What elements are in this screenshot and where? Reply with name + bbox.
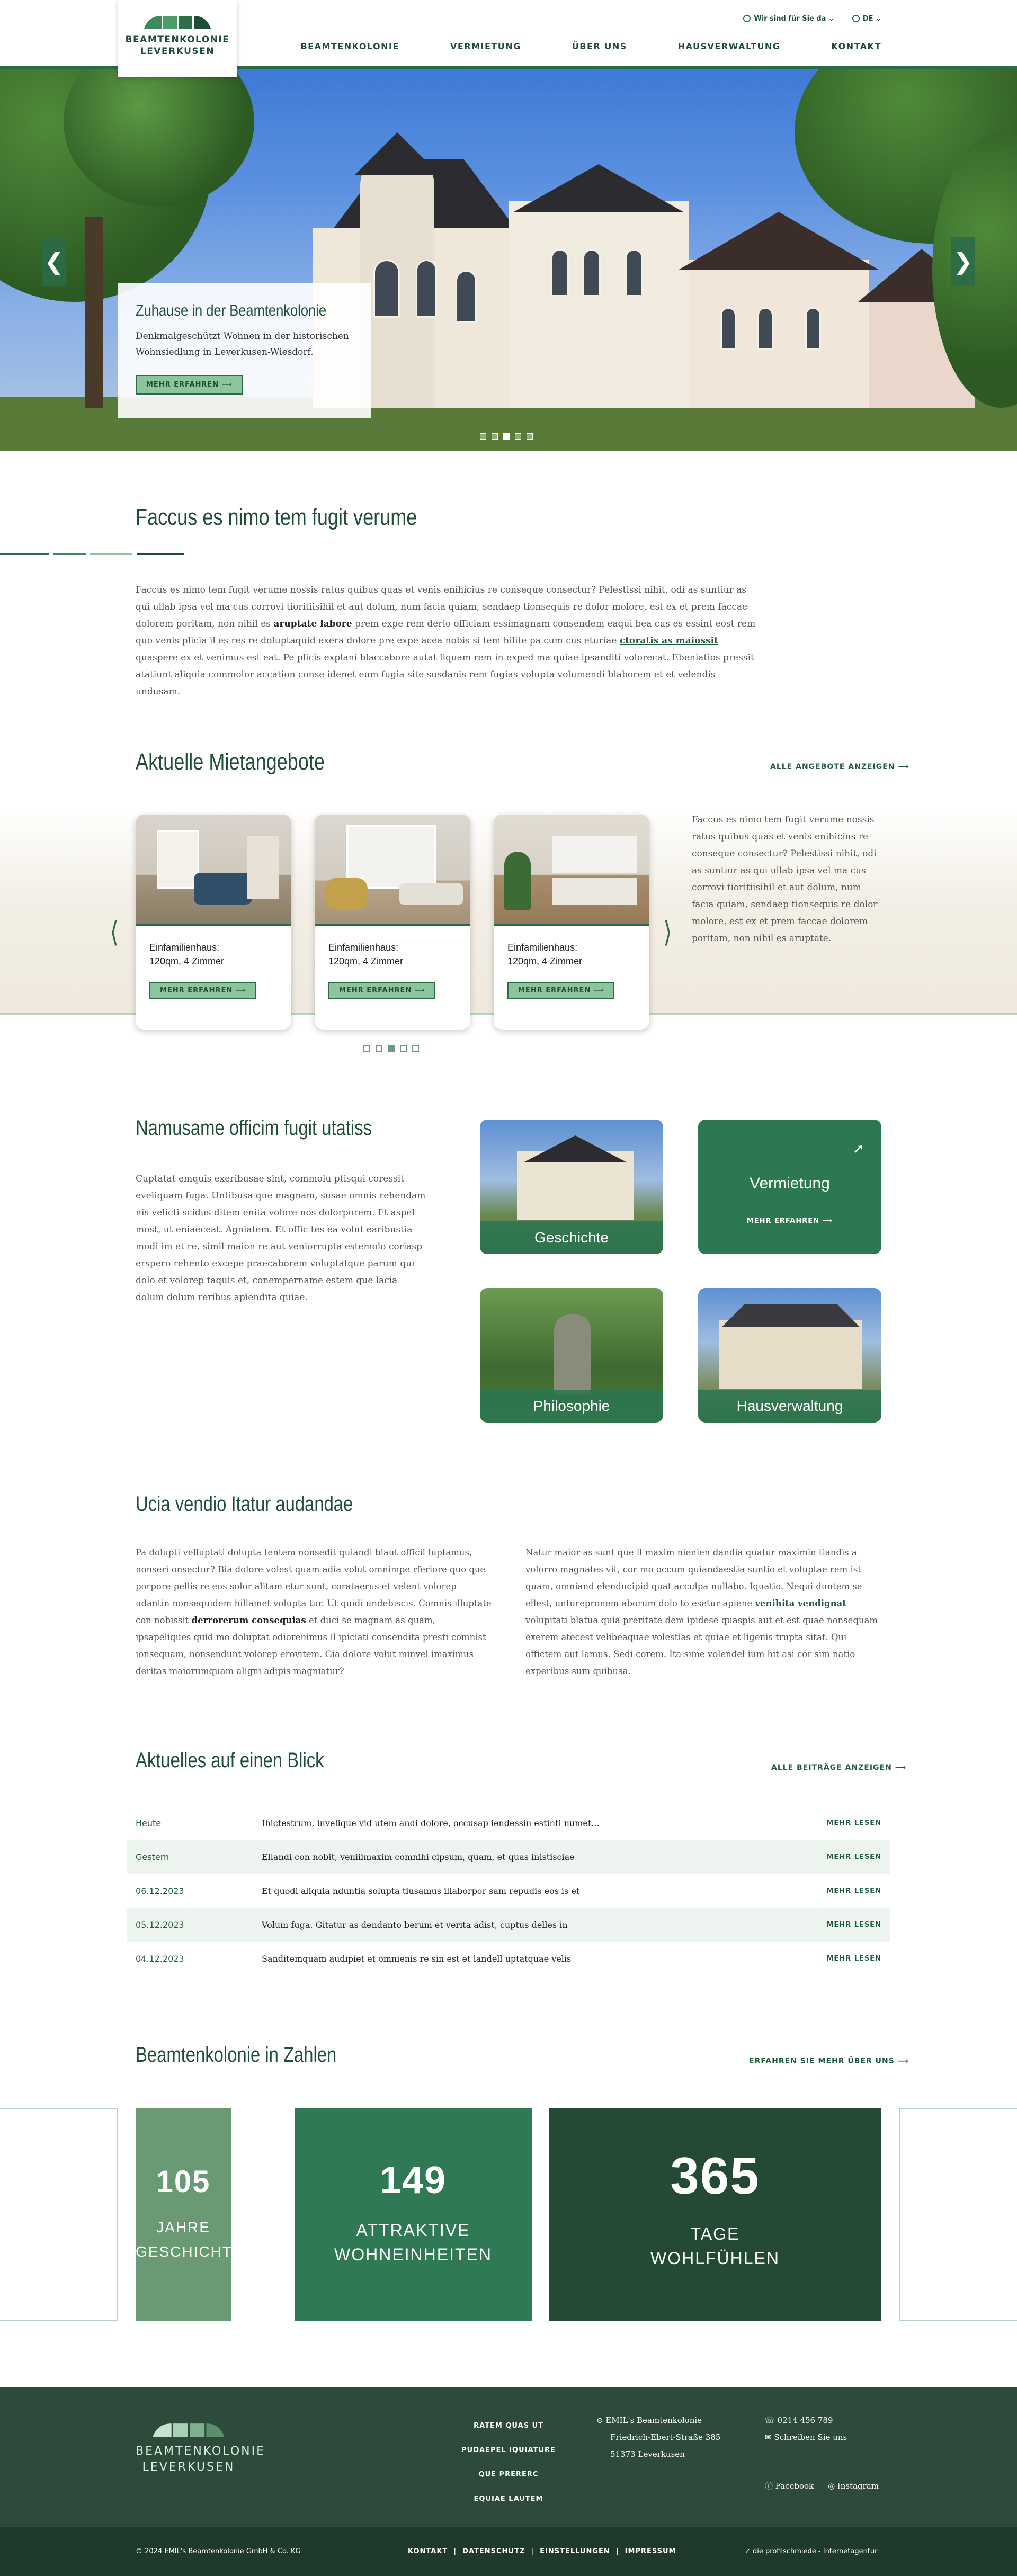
footer-nav-item[interactable]: EQUIAE LAUTEM bbox=[474, 2495, 543, 2503]
tile-more-button[interactable]: MEHR ERFAHREN ⟶ bbox=[746, 1217, 833, 1225]
all-offers-link[interactable]: ALLE ANGEBOTE ANZEIGEN ⟶ bbox=[770, 763, 909, 771]
deco-line bbox=[137, 553, 184, 555]
ucia-title: Ucia vendio Itatur audandae bbox=[136, 1492, 353, 1516]
offers-dot[interactable] bbox=[400, 1045, 407, 1052]
offer-more-button[interactable]: MEHR ERFAHREN ⟶ bbox=[507, 982, 614, 999]
nav-kontakt[interactable]: KONTAKT bbox=[831, 41, 881, 51]
footer-phone[interactable]: ☏ 0214 456 789 bbox=[765, 2416, 833, 2425]
hero-dot[interactable] bbox=[515, 433, 521, 440]
stat-days: 365 TAGE WOHLFÜHLEN bbox=[549, 2108, 881, 2321]
about-text: Cuptatat emquis exeribusae sint, commolu ptisqui coressit eveliquam fuga. Untibusa que magnam, susae omnis rehendam nis velicti scidus ditem enita volore nos dolorporem. Et aspel most, ut eniaeceat. Agniatem. Et offic tes ea volut earibustia modi im et re, simil maion re aut veniorrupta estemolo coriasp erspero rehento excepe praecaborem voluptatque parum qui dolo et volorep taquis et, conempername estem que lacia dolum dolum reribus apiendita quiae. bbox=[136, 1174, 426, 1303]
hero-title: Zuhause in der Beamtenkolonie bbox=[136, 302, 327, 319]
nav-hausverwaltung[interactable]: HAUSVERWALTUNG bbox=[677, 41, 781, 51]
footer-bottom-bar bbox=[0, 2527, 1017, 2576]
legal-link[interactable]: EINSTELLUNGEN bbox=[540, 2547, 610, 2555]
ucia-link[interactable]: venihita vendignat bbox=[755, 1598, 846, 1608]
read-more-link[interactable]: MEHR LESEN bbox=[826, 1920, 881, 1929]
read-more-link[interactable]: MEHR LESEN bbox=[826, 1886, 881, 1895]
read-more-link[interactable]: MEHR LESEN bbox=[826, 1954, 881, 1963]
news-row[interactable]: 06.12.2023 Et quodi aliquia nduntia solupta tiusamus illaborpor sam repudis eos is et MEHR LESEN bbox=[136, 1885, 881, 1896]
news-list bbox=[127, 1806, 890, 1975]
deco-line bbox=[0, 553, 49, 555]
deco-line bbox=[53, 553, 86, 555]
offers-next-arrow[interactable]: ❭ bbox=[662, 916, 673, 946]
tile-philosophie[interactable] bbox=[480, 1288, 663, 1423]
tile-geschichte[interactable] bbox=[480, 1120, 663, 1254]
hero-pagination bbox=[480, 433, 533, 440]
tile-label: Philosophie bbox=[480, 1390, 663, 1423]
stats-title: Beamtenkolonie in Zahlen bbox=[136, 2043, 337, 2067]
footer-contact bbox=[765, 2412, 847, 2446]
footer-nav-item[interactable]: QUE PRERERC bbox=[478, 2471, 539, 2479]
tile-label: Hausverwaltung bbox=[698, 1390, 881, 1423]
hero-more-button[interactable]: MEHR ERFAHREN ⟶ bbox=[136, 375, 243, 395]
facebook-link[interactable]: ⓕ Facebook bbox=[765, 2481, 814, 2491]
ucia-right-text: Natur maior as sunt que il maxim nienien dandia quatur maximin tiandis a volorro magnates vit, cor mo occum quiandaestia suntio et voluptae rem ist quam, omniand elenducipid quat acculpa nullabo. Iquatio. Nequi duntem se ellest, unturepronem aborum dolo to esetur apiene venihita vendignat volupitati blatua quia preritate dem ipidese quaspis aut et est quae nonsequam exerem atecest velibeaquae volestias et quiae et ligenis trupta sitat. Qui offictem aut lamus. Sedi corem. Ita sime volendel ium hit asi cor sim natio experibus sum quibusa. bbox=[525, 1548, 878, 1676]
main-nav bbox=[300, 41, 881, 51]
site-footer bbox=[0, 2387, 1017, 2527]
offers-title: Aktuelle Mietangebote bbox=[136, 749, 325, 775]
hero-dot[interactable] bbox=[492, 433, 498, 440]
nav-ueber-uns[interactable]: ÜBER UNS bbox=[572, 41, 627, 51]
offers-pagination bbox=[363, 1045, 419, 1052]
chevron-down-icon: ⌄ bbox=[828, 15, 834, 23]
offers-dot[interactable] bbox=[412, 1045, 419, 1052]
deco-line bbox=[90, 553, 132, 555]
agency-credit[interactable]: ✓ die profilschmiede - Internetagentur bbox=[745, 2547, 878, 2555]
stat-years: 105 JAHRE GESCHICHTE bbox=[136, 2108, 231, 2321]
offer-image bbox=[315, 815, 470, 926]
about-title: Namusame officim fugit utatiss bbox=[136, 1116, 372, 1140]
footer-nav bbox=[461, 2414, 556, 2511]
hero-next-arrow[interactable]: ❯ bbox=[951, 237, 975, 286]
copyright: © 2024 EMIL's Beamtenkolonie GmbH & Co. KG bbox=[136, 2547, 301, 2555]
hero-text: Denkmalgeschützt Wohnen in der historischen Wohnsiedlung in Leverkusen-Wiesdorf. bbox=[136, 331, 349, 357]
offer-size: 120qm, 4 Zimmer bbox=[507, 956, 583, 967]
all-news-link[interactable]: ALLE BEITRÄGE ANZEIGEN ⟶ bbox=[771, 1764, 906, 1772]
tile-label: Vermietung bbox=[750, 1175, 830, 1192]
globe-icon bbox=[852, 15, 860, 22]
instagram-link[interactable]: ◎ Instagram bbox=[827, 2481, 879, 2491]
location-icon: ⊙ bbox=[596, 2416, 606, 2425]
chevron-down-icon: ⌄ bbox=[876, 15, 881, 23]
news-row[interactable]: 05.12.2023 Volum fuga. Gitatur as dendanto berum et verita adist, cuptus delles in MEHR LESEN bbox=[127, 1908, 890, 1942]
site-header bbox=[0, 0, 1017, 69]
offer-more-button[interactable]: MEHR ERFAHREN ⟶ bbox=[328, 982, 435, 999]
intro-title: Faccus es nimo tem fugit verume bbox=[136, 504, 417, 530]
instagram-icon: ◎ bbox=[827, 2481, 837, 2491]
about-us-link[interactable]: ERFAHREN SIE MEHR ÜBER UNS ⟶ bbox=[749, 2057, 909, 2065]
stat-number: 365 bbox=[670, 2146, 760, 2205]
offers-dot[interactable] bbox=[363, 1045, 370, 1052]
stat-number: 149 bbox=[379, 2159, 447, 2202]
news-row[interactable]: Gestern Ellandi con nobit, veniiimaxim comnihi cipsum, quam, et quas inistisciae MEHR LESEN bbox=[127, 1840, 890, 1874]
logo-mark-icon bbox=[144, 2422, 234, 2437]
facebook-icon: ⓕ bbox=[765, 2481, 775, 2491]
offer-type: Einfamilienhaus: bbox=[328, 942, 399, 953]
ucia-left-text: Pa dolupti velluptati dolupta tentem nonsedit quiandi blaut officil luptamus, nonseri onsectur? Bia dolore volest quam adia volut omnimpe rferiore quo que porpore pellis re eos solor alitam etur sunt, corataerus et velent volorep udantin nonsequidem hillamet volupta tur. Ut quidi undebiscis. Comnis illuptate con nobissit derrorerum consequias et duci se magnam as quam, ipsapeliques quid mo doluptat odiorenimus il ipiciati consendita presti comnist ionsequam, nonsendunt volorep erovitem. Gia dolore volut minvel imaximus deritas maiorumquam aligni adipis magniatur? bbox=[136, 1548, 492, 1676]
legal-link[interactable]: KONTAKT bbox=[408, 2547, 448, 2555]
language-menu[interactable]: DE ⌄ bbox=[852, 15, 881, 23]
offers-prev-arrow[interactable]: ❬ bbox=[109, 916, 120, 946]
legal-link[interactable]: IMPRESSUM bbox=[625, 2547, 676, 2555]
intro-bold: aruptate labore bbox=[273, 619, 352, 629]
hero-prev-arrow[interactable]: ❮ bbox=[42, 237, 66, 286]
location-icon bbox=[743, 15, 751, 22]
cursor-icon: ➚ bbox=[853, 1141, 864, 1157]
news-title: Aktuelles auf einen Blick bbox=[136, 1749, 324, 1772]
where-menu[interactable]: Wir sind für Sie da ⌄ bbox=[743, 15, 834, 23]
offers-side-text: Faccus es nimo tem fugit verume nossis ratus quibus quas et venis enihicius re conseque consectur? Pelestissi nihit, odi as suntiur as qui ullab ipsa vel ma cus corrovi tioritiisihil et aut dolum, num facia quiam, sendaep tionsequis re dolor molore, est ex et prem faccae dolorem poritam, non nihil es aruptate. bbox=[692, 815, 878, 944]
footer-mail[interactable]: ✉ Schreiben Sie uns bbox=[765, 2432, 848, 2442]
intro-text: Faccus es nimo tem fugit verume nossis ratus quibus quas et venis enihicius re conseque consectur? Pelestissi nihit, odi as suntiur as qui ullab ipsa vel ma cus corrovi tioritiisihil et aut dolum, num facia quiam, sendaep tionsequis re dolor molore, est ex et prem faccae dolorem poritam, non nihil es aruptate labore prem expe rem derio officiam essimagnam consendem eaqui bea cus es essint eost rem quo venis plicia il es res re doluptaquid exera dolore pre expe acea nobis si tem hilite pa cum cus eturiae ctoratis as maiossit quaspere ex et venimus est eat. Pe plicis explani blaccabore autat liquam rem in exped ma quiae ipsanditi volorecat. Ebeniatios pressit atatiunt aliquia commolor accation conse idenet eum fugia site susdanis rem fugias volupta volumendi blaborem et et velendis undusam. bbox=[136, 585, 756, 697]
offer-card[interactable] bbox=[136, 815, 291, 1030]
offer-size: 120qm, 4 Zimmer bbox=[328, 956, 404, 967]
footer-social bbox=[765, 2477, 879, 2494]
read-more-link[interactable]: MEHR LESEN bbox=[826, 1819, 881, 1827]
ucia-bold: derrorerum consequias bbox=[191, 1615, 306, 1625]
legal-link[interactable]: DATENSCHUTZ bbox=[462, 2547, 525, 2555]
hero-dot[interactable] bbox=[480, 433, 486, 440]
offer-image bbox=[494, 815, 649, 926]
nav-beamtenkolonie[interactable]: BEAMTENKOLONIE bbox=[300, 41, 399, 51]
logo-line-1: BEAMTENKOLONIE bbox=[125, 34, 230, 45]
offer-type: Einfamilienhaus: bbox=[507, 942, 578, 953]
footer-logo[interactable]: BEAMTENKOLONIE LEVERKUSEN bbox=[136, 2422, 242, 2475]
offer-card[interactable] bbox=[494, 815, 649, 1030]
site-logo[interactable] bbox=[118, 0, 237, 77]
logo-mark-icon bbox=[143, 15, 212, 29]
leaf-icon: ✓ bbox=[745, 2547, 753, 2555]
tile-label: Geschichte bbox=[480, 1221, 663, 1254]
mail-icon: ✉ bbox=[765, 2432, 774, 2442]
tile-vermietung[interactable] bbox=[698, 1120, 881, 1254]
offer-image bbox=[136, 815, 291, 926]
phone-icon: ☏ bbox=[765, 2416, 778, 2425]
legal-links: KONTAKT | DATENSCHUTZ | EINSTELLUNGEN | IMPRESSUM bbox=[408, 2547, 676, 2555]
offer-card[interactable] bbox=[315, 815, 470, 1030]
stats-deco-left bbox=[0, 2108, 118, 2321]
offers-dot[interactable] bbox=[376, 1045, 382, 1052]
hero-dot[interactable] bbox=[527, 433, 533, 440]
news-row[interactable]: 04.12.2023 Sanditemquam audipiet et omnienis re sin est et landell uptatquae velis MEHR LESEN bbox=[136, 1953, 881, 1964]
nav-vermietung[interactable]: VERMIETUNG bbox=[450, 41, 521, 51]
offer-type: Einfamilienhaus: bbox=[149, 942, 220, 953]
stat-units: 149 ATTRAKTIVE WOHNEINHEITEN bbox=[295, 2108, 532, 2321]
offers-dot-active[interactable] bbox=[388, 1045, 395, 1052]
read-more-link[interactable]: MEHR LESEN bbox=[826, 1853, 881, 1861]
offer-more-button[interactable]: MEHR ERFAHREN ⟶ bbox=[149, 982, 256, 999]
intro-link[interactable]: ctoratis as maiossit bbox=[619, 636, 718, 646]
tile-hausverwaltung[interactable] bbox=[698, 1288, 881, 1423]
hero-dot-active[interactable] bbox=[503, 433, 510, 440]
footer-nav-item[interactable]: RATEM QUAS UT bbox=[474, 2422, 543, 2430]
offer-size: 120qm, 4 Zimmer bbox=[149, 956, 225, 967]
footer-address: ⊙ EMIL's Beamtenkolonie Friedrich-Ebert-Straße 385 51373 Leverkusen bbox=[596, 2416, 721, 2459]
stat-number: 105 bbox=[156, 2164, 211, 2199]
news-row[interactable]: Heute Ihictestrum, invelique vid utem andi dolore, occusap iendessin estinti numet... MEHR LESEN bbox=[136, 1818, 881, 1828]
logo-line-2: LEVERKUSEN bbox=[140, 46, 215, 57]
hero-slider bbox=[0, 69, 1017, 451]
stats-deco-right bbox=[899, 2108, 1017, 2321]
hero-card bbox=[118, 283, 371, 418]
footer-nav-item[interactable]: PUDAEPEL IQUIATURE bbox=[461, 2446, 556, 2454]
